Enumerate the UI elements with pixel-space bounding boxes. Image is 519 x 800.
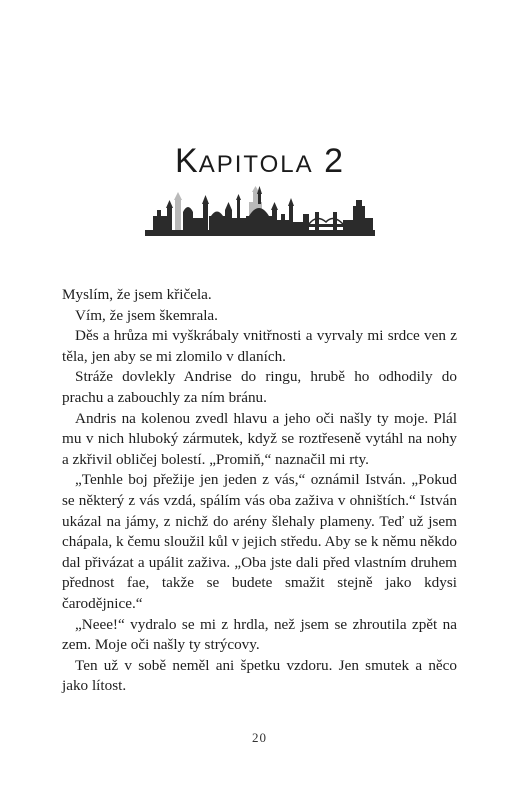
paragraph: Myslím, že jsem křičela. — [62, 286, 212, 303]
paragraph: „Tenhle boj přežije jen jeden z vás,“ oznámil István. „Pokud se některý z vás vzdá, spálím vás oba zaživa v ohništích.“ István ukázal na jámy, z nichž do arény šlehaly plameny. Teď už jsem chápala, k čemu sloužil kůl v jejich středu. Aby se k němu někdo dal přivázat a upálit zaživa. „Oba jste dali před vlastním druhem přednost fae, takže se budete smažit stejně jako kdysi čarodějnice.“ — [62, 471, 457, 612]
paragraph: Stráže dovlekly Andrise do ringu, hrubě ho odhodily do prachu a zabouchly za ním bránu. — [62, 368, 457, 406]
paragraph: Andris na kolenou zvedl hlavu a jeho oči našly ty moje. Plál mu v nich hluboký zármutek, když se roztřeseně vytáhl na nohy a zkřivil obličej bolestí. „Promiň,“ naznačil mi rty. — [62, 409, 457, 468]
page-number: 20 — [252, 730, 267, 745]
paragraph: Děs a hrůza mi vyškrábaly vnitřnosti a vyrvaly mi srdce ven z těla, jen aby se mi zlomilo v dlaních. — [62, 327, 457, 365]
paragraph: „Neee!“ vydralo se mi z hrdla, než jsem se zhroutila zpět na zem. Moje oči našly ty strýcovy. — [62, 615, 457, 654]
chapter-title-rest: APITOLA — [198, 151, 314, 178]
city-skyline-icon — [145, 186, 375, 236]
chapter-title-initial: K — [175, 142, 199, 180]
paragraph: Vím, že jsem škemrala. — [75, 306, 218, 324]
chapter-number: 2 — [324, 142, 344, 180]
chapter-title — [0, 142, 519, 181]
chapter-text — [62, 285, 457, 697]
paragraph: Ten už v sobě neměl ani špetku vzdoru. Jen smutek a něco jako lítost. — [62, 656, 457, 695]
